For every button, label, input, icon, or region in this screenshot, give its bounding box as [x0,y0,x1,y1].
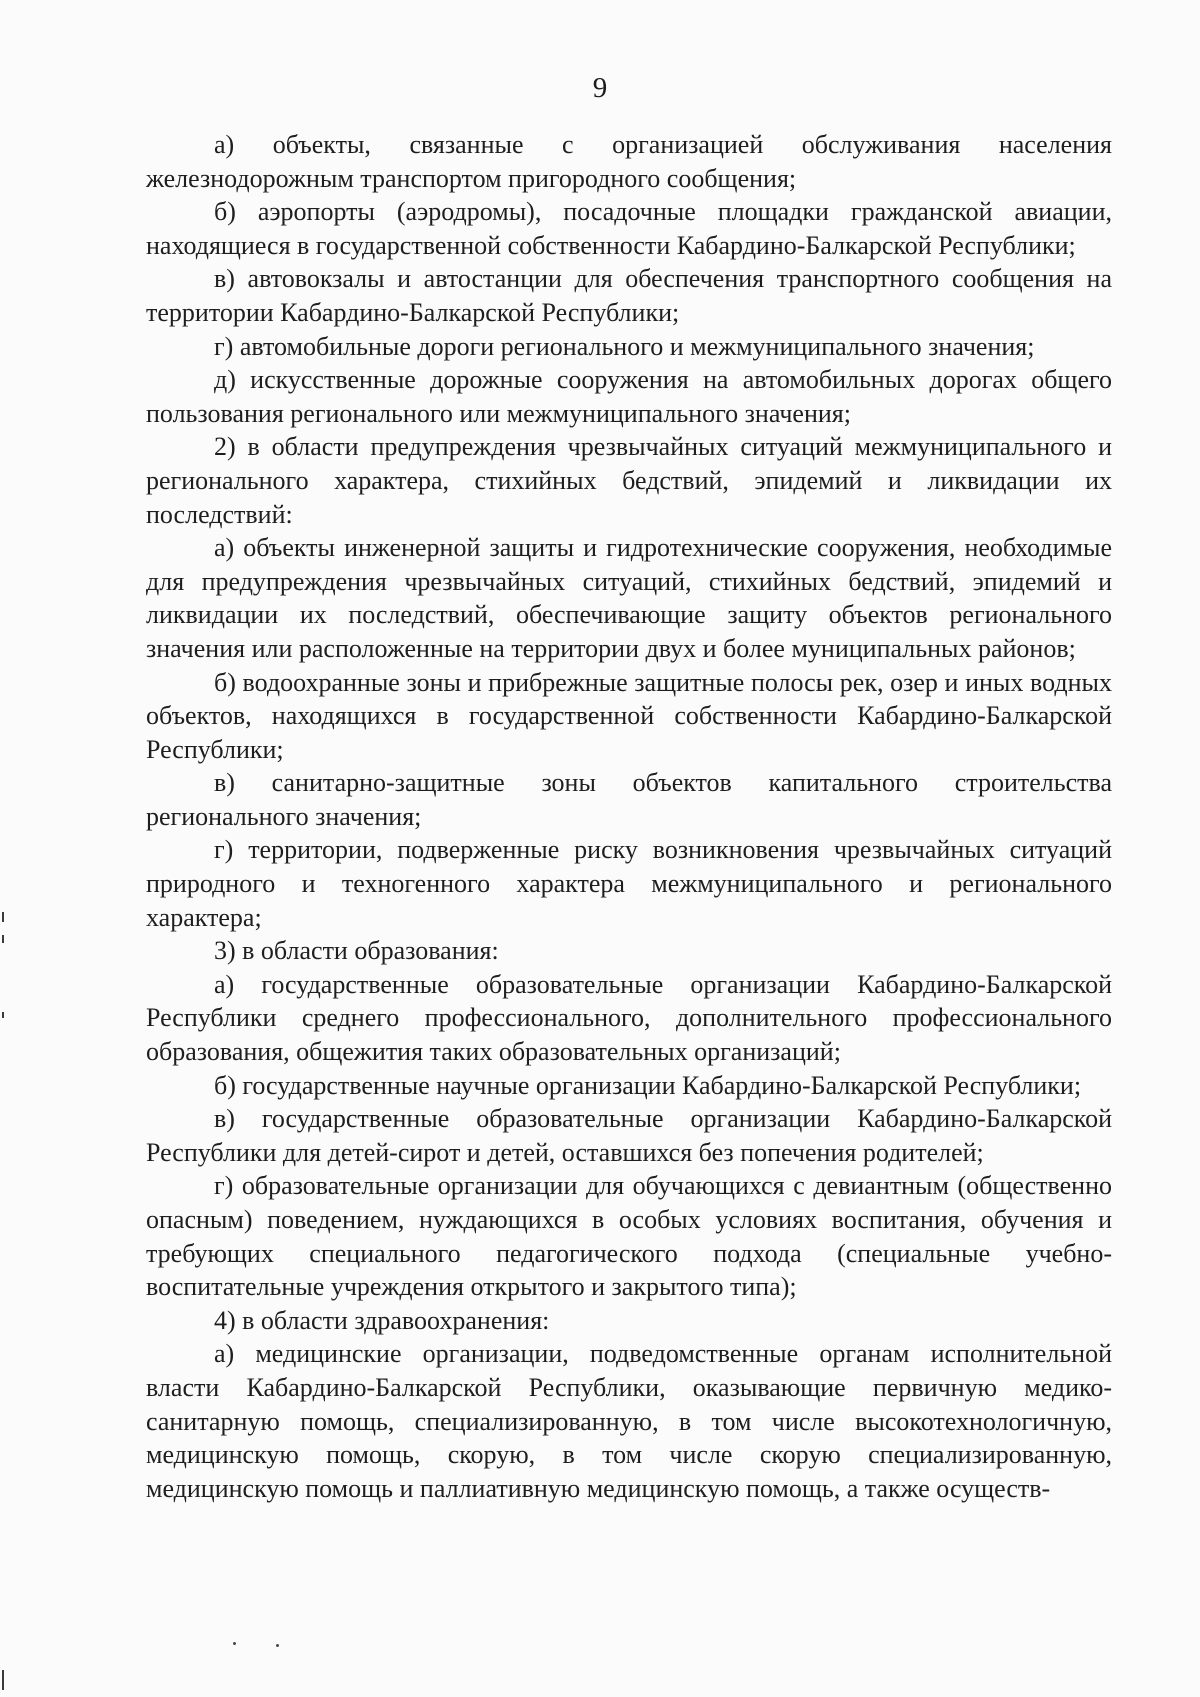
paragraph-3g-deviant-behavior: г) образовательные организации для обучающихся с девиантным (общественно опасным) поведением, нуждающихся в особых условиях воспитания, обучения и требующих специального педагогического подхода (специальные учебно-воспитательные учреждения открытого и закрытого типа); [146,1171,1112,1302]
paragraph-3b-scientific-organizations: б) государственные научные организации Кабардино-Балкарской Республики; [214,1070,1082,1100]
paragraph-1a-railway: а) объекты, связанные с организацией обслуживания населения железнодорожным транспортом пригородного сообщения; [146,130,1112,193]
paragraph-2v-sanitary-zones: в) санитарно-защитные зоны объектов капитального строительства регионального значения; [146,768,1112,831]
scan-margin-mark [2,912,4,922]
paragraph-3v-orphan-organizations: в) государственные образовательные организации Кабардино-Балкарской Республики для детей-сирот и детей, оставшихся без попечения родителей; [146,1104,1112,1167]
scan-margin-mark [2,935,4,943]
paragraph-3-education: 3) в области образования: [214,936,499,966]
paragraph-2b-water-protection: б) водоохранные зоны и прибрежные защитные полосы рек, озер и иных водных объектов, находящихся в государственной собственности Кабардино-Балкарской Республики; [146,667,1112,764]
paragraph-3a-education-organizations: а) государственные образовательные организации Кабардино-Балкарской Республики среднего профессионального, дополнительного профессионального образования, общежития таких образовательных организаций; [146,969,1112,1067]
scan-speck [233,1642,236,1645]
paragraph-1g-roads: г) автомобильные дороги регионального и межмуниципального значения; [214,331,1035,361]
document-body [146,128,1112,1505]
paragraph-4a-medical-organizations: а) медицинские организации, подведомственные органам исполнительной власти Кабардино-Балкарской Республики, оказывающие первичную медико-санитарную помощь, специализированную, в том числе высокотехнологичную, медицинскую помощь, скорую, в том числе скорую специализированную, медицинскую помощь и паллиативную медицинскую помощь, а также осуществ- [146,1339,1112,1503]
scan-margin-mark [2,1012,4,1018]
paragraph-2g-risk-territories: г) территории, подверженные риску возникновения чрезвычайных ситуаций природного и техногенного характера межмуниципального и регионального характера; [146,835,1112,932]
paragraph-2a-engineering-protection: а) объекты инженерной защиты и гидротехнические сооружения, необходимые для предупреждения чрезвычайных ситуаций, стихийных бедствий, эпидемий и ликвидации их последствий, обеспечивающие защиту объектов регионального значения или расположенные на территории двух и более муниципальных районов; [146,533,1112,663]
paragraph-1v-bus-stations: в) автовокзалы и автостанции для обеспечения транспортного сообщения на территории Кабардино-Балкарской Республики; [146,264,1112,327]
scan-speck [276,1644,279,1647]
paragraph-1d-road-structures: д) искусственные дорожные сооружения на автомобильных дорогах общего пользования регионального или межмуниципального значения; [146,365,1112,428]
page-number: 9 [592,72,608,104]
paragraph-4-healthcare: 4) в области здравоохранения: [214,1305,550,1335]
scan-margin-mark [2,1670,4,1690]
paragraph-1b-airports: б) аэропорты (аэродромы), посадочные площадки гражданской авиации, находящиеся в государственной собственности Кабардино-Балкарской Республики; [146,197,1112,260]
paragraph-2-emergency: 2) в области предупреждения чрезвычайных ситуаций межмуниципального и регионального характера, стихийных бедствий, эпидемий и ликвидации их последствий: [146,432,1112,529]
